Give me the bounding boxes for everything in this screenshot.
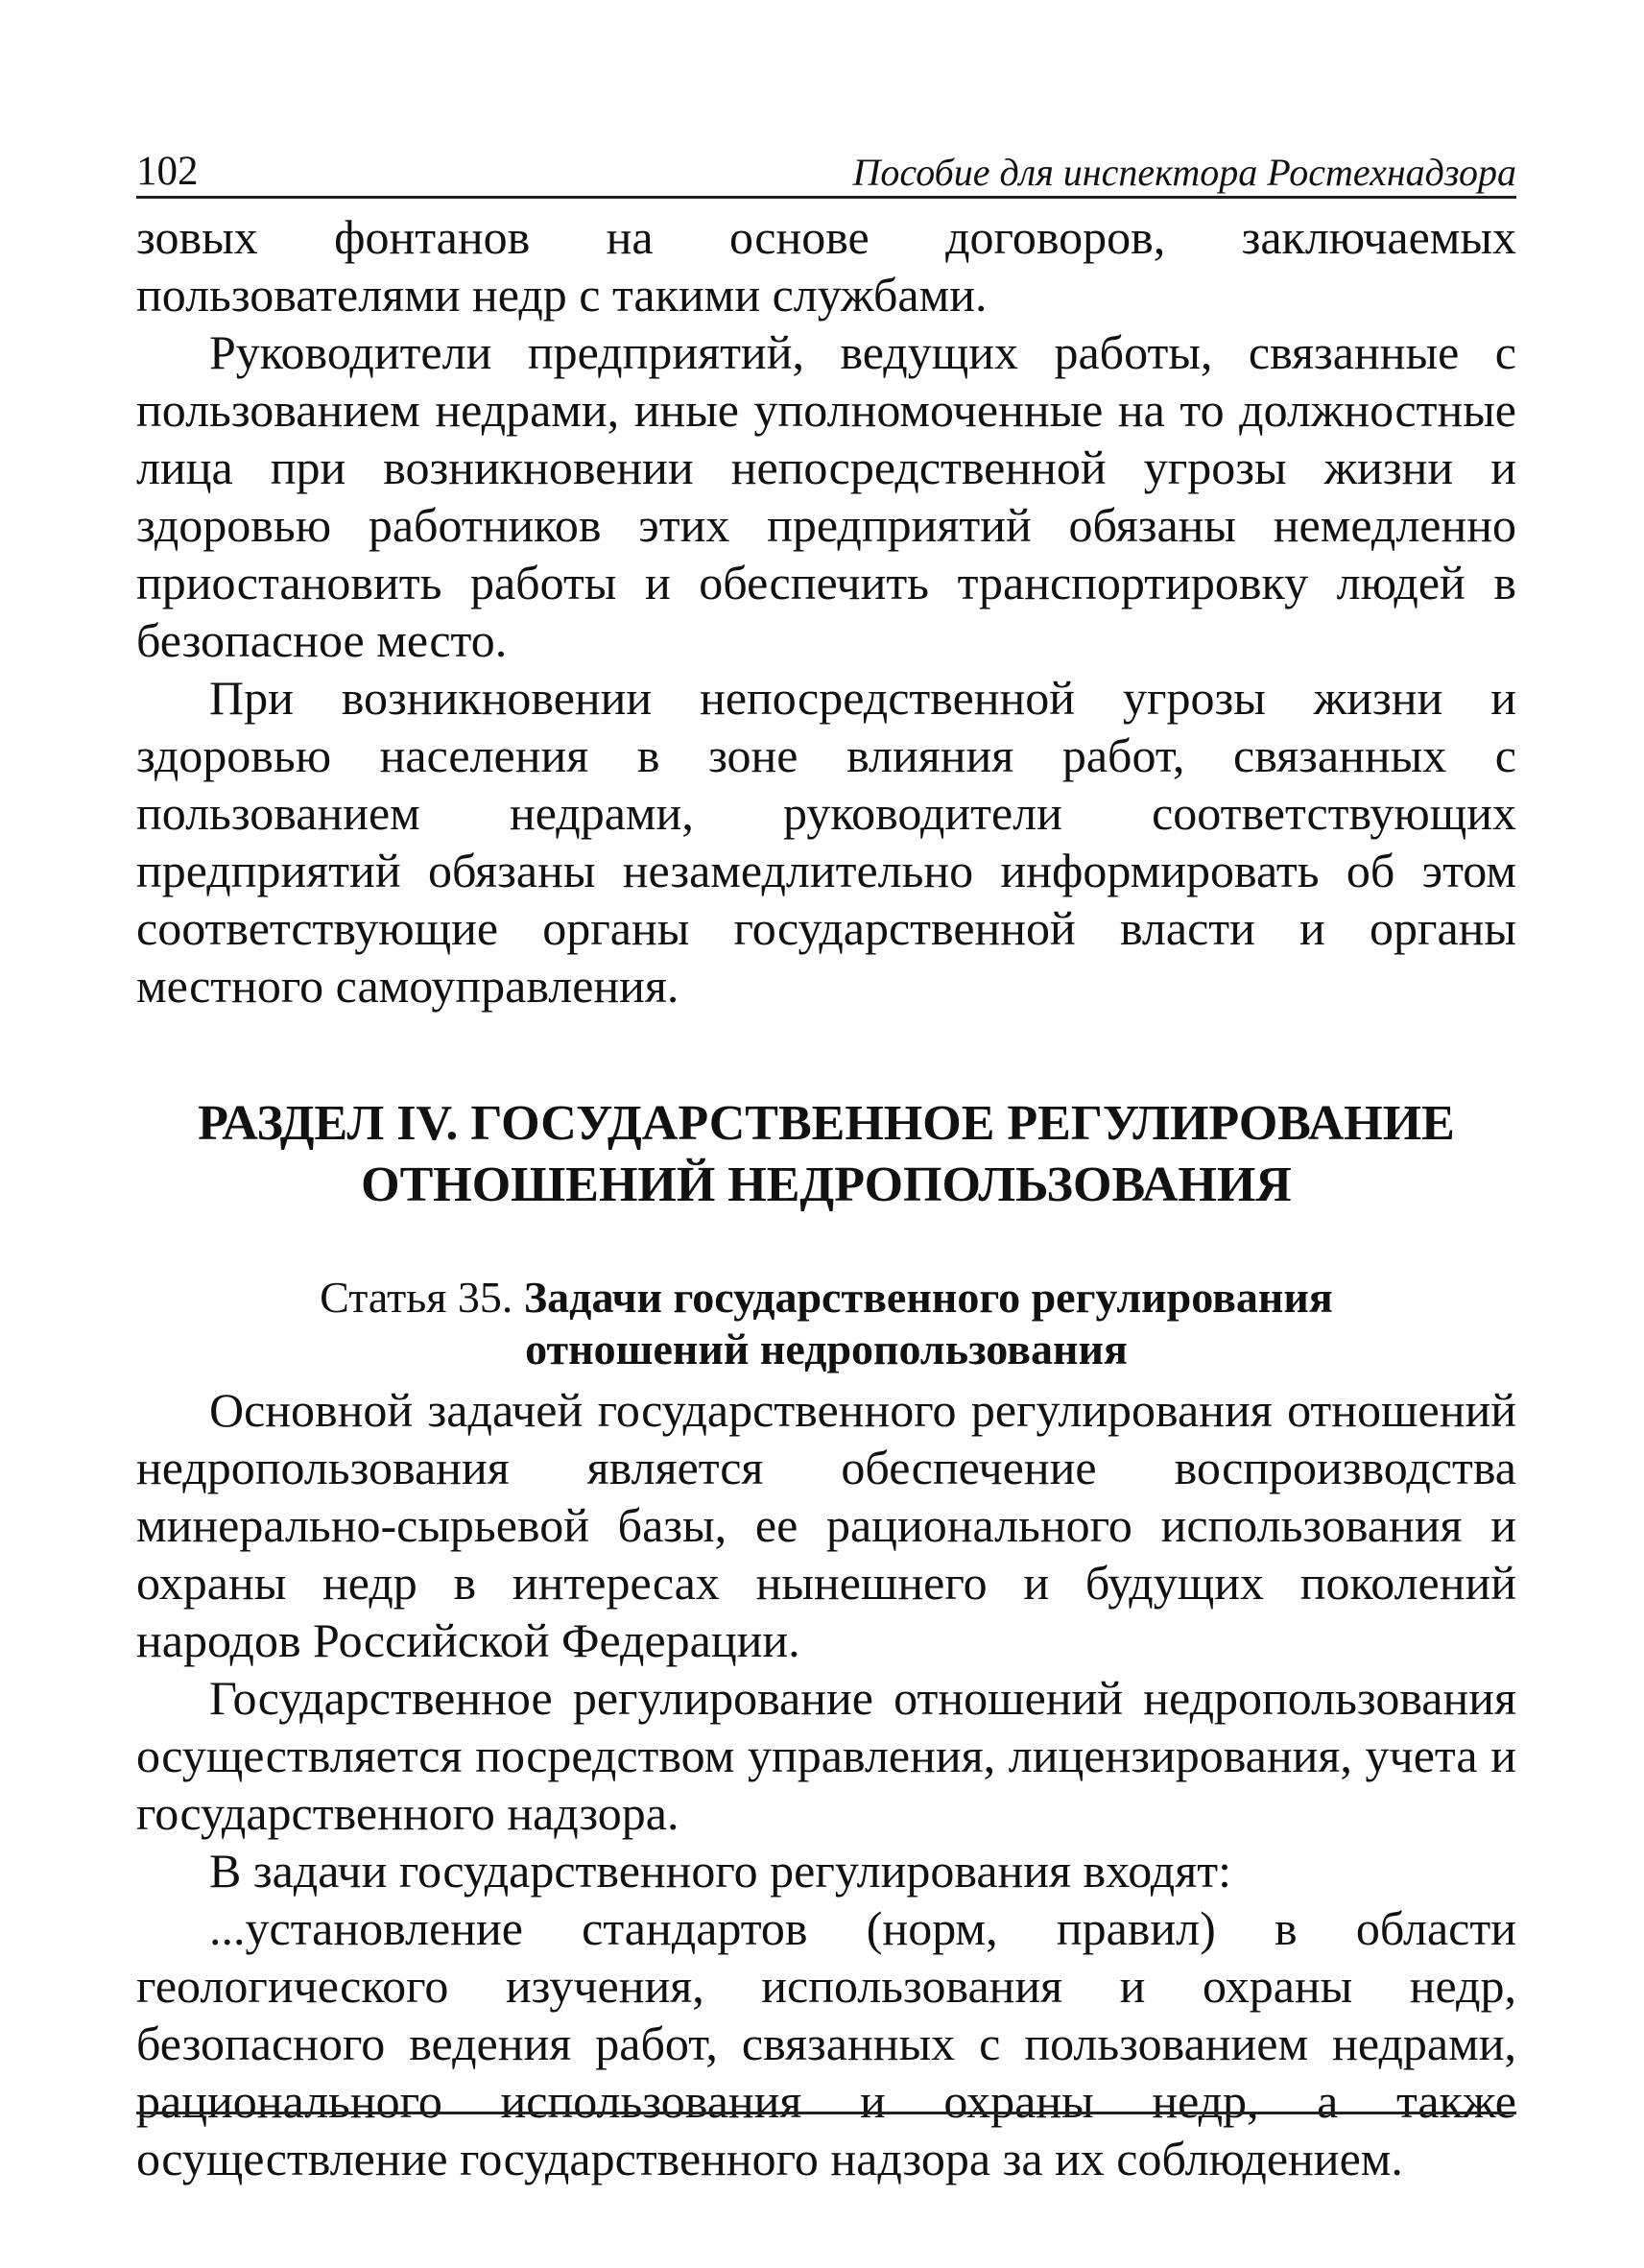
section-title-line-2: ОТНОШЕНИЙ НЕДРОПОЛЬЗОВАНИЯ — [361, 1158, 1292, 1212]
document-page — [136, 134, 1516, 2187]
article-heading-line-2: отношений недропользования — [525, 1325, 1128, 1373]
article-label: Статья 35. — [320, 1273, 513, 1322]
article-heading-line-1: Задачи государственного регулирования — [523, 1273, 1333, 1322]
intro-text — [136, 208, 1516, 1015]
article-paragraph-3: В задачи государственного регулирования входят: — [209, 1844, 1231, 1898]
article-text — [136, 1381, 1516, 2187]
article-title — [136, 1272, 1516, 1375]
page-header — [136, 134, 1516, 199]
footer-rule — [136, 2112, 1516, 2114]
section-title — [136, 1093, 1516, 1216]
article-paragraph-2: Государственное регулирование отношений недропользования осуществляется посредством управления, лицензирования, учета и государственного надзора. — [136, 1671, 1516, 1840]
section-title-line-1: РАЗДЕЛ IV. ГОСУДАРСТВЕННОЕ РЕГУЛИРОВАНИЕ — [198, 1096, 1455, 1151]
running-title: Пособие для инспектора Ростехнадзора — [852, 151, 1516, 194]
intro-paragraph-2: При возникновении непосредственной угрозы жизни и здоровью населения в зоне влияния работ, связанных с пользованием недрами, руководители соответствующих предприятий обязаны незамедлительно информировать об этом соответствующие органы государственной власти и органы местного самоуправления. — [136, 671, 1516, 1013]
article-paragraph-1: Основной задачей государственного регулирования отношений недропользования является обеспечение воспроизводства минерально-сырьевой базы, ее рационального использования и охраны недр в интересах нынешнего и будущих поколений народов Российской Федерации. — [136, 1383, 1516, 1667]
intro-paragraph-1: Руководители предприятий, ведущих работы, связанные с пользованием недрами, иные уполномоченные на то должностные лица при возникновении непосредственной угрозы жизни и здоровью работников этих предприятий обязаны немедленно приостановить работы и обеспечить транспортировку людей в безопасное место. — [136, 325, 1516, 667]
page-number: 102 — [136, 149, 199, 194]
article-paragraph-4: ...установление стандартов (норм, правил) в области геологического изучения, использования и охраны недр, безопасного ведения работ, связанных с пользованием недрами, рационального использования и охраны недр, а также осуществление государственного надзора за их соблюдением. — [136, 1901, 1516, 2185]
continuation-paragraph: зовых фонтанов на основе договоров, заключаемых пользователями недр с такими службами. — [136, 210, 1516, 322]
